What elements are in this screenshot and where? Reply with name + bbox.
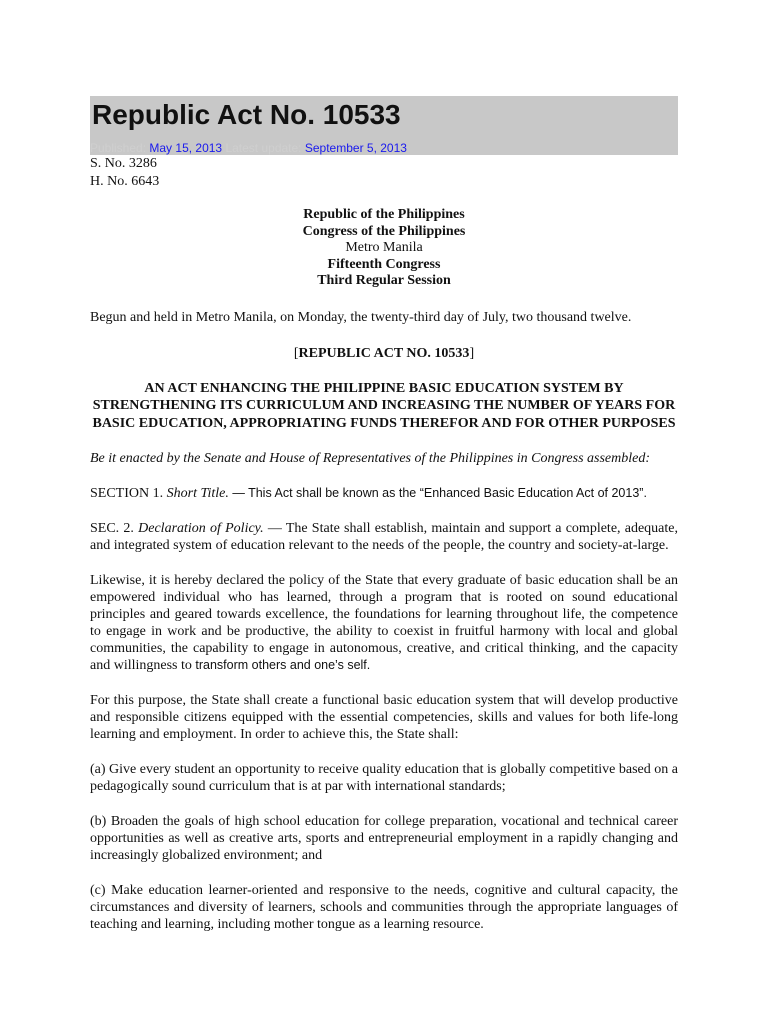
section-1-text: — This Act shall be known as the “Enhanced Basic Education Act of 2013”. — [228, 486, 647, 500]
section-1-heading: Short Title. — [166, 486, 229, 501]
act-bracket-close: ] — [469, 345, 475, 361]
header-line-republic: Republic of the Philippines — [303, 207, 465, 222]
document-page — [90, 96, 678, 933]
congress-header — [90, 207, 678, 290]
senate-bill-number: S. No. 3286 — [90, 156, 157, 171]
list-item-b: (b) Broaden the goals of high school education for college preparation, vocational and technical career opportunities as well as creative arts, sports and entrepreneurial employment in a rapidly changing and increasingly globalized environment; and — [90, 814, 678, 863]
published-date-link[interactable]: May 15, 2013 — [149, 141, 223, 155]
paragraph-likewise-main: Likewise, it is hereby declared the policy of the State that every graduate of basic education shall be an empowered individual who has learned, through a program that is rooted on sound educational principles and geared towards excellence, the foundations for learning throughout life, the competence to engage in work and be productive, the ability to coexist in fruitful harmony with local and global communities, the capability to engage in autonomous, creative, and critical thinking, and the capacity and willingness to — [90, 573, 678, 673]
header-line-location: Metro Manila — [345, 240, 423, 255]
act-number-line — [90, 345, 678, 362]
act-bracket-open: [ — [293, 345, 299, 361]
header-line-congress: Congress of the Philippines — [302, 223, 466, 239]
paragraph-likewise — [90, 572, 678, 674]
house-bill-number: H. No. 6643 — [90, 174, 160, 189]
enacting-clause: Be it enacted by the Senate and House of Representatives of the Philippines in Congress assembled: — [90, 451, 651, 466]
act-number: REPUBLIC ACT NO. 10533 — [298, 345, 470, 361]
section-2-heading: Declaration of Policy. — [138, 521, 264, 536]
page-title: Republic Act No. 10533 — [92, 99, 401, 130]
list-item-c: (c) Make education learner-oriented and responsive to the needs, cognitive and cultural capacity, the circumstances and diversity of learners, schools and communities through the appropriate languages of teaching and learning, including mother tongue as a learning resource. — [90, 883, 678, 932]
paragraph-purpose: For this purpose, the State shall create a functional basic education system that will develop productive and responsible citizens equipped with the essential competencies, skills and values for both life-long learning and employment. In order to achieve this, the State shall: — [90, 693, 678, 742]
paragraph-likewise-end: transform others and one’s self. — [195, 658, 371, 672]
section-2-label: SEC. 2. — [90, 521, 134, 536]
publication-meta — [90, 141, 407, 155]
header-line-congress-number: Fifteenth Congress — [327, 256, 441, 272]
section-1 — [90, 485, 678, 502]
section-2-text: — The State shall establish, maintain and support a complete, adequate, and integrated system of education relevant to the needs of the people, the country and society-at-large. — [90, 521, 678, 553]
section-1-label: SECTION 1. — [90, 486, 164, 501]
bill-numbers — [90, 155, 678, 191]
update-label: Latest update: — [225, 141, 302, 155]
begun-paragraph: Begun and held in Metro Manila, on Monday, the twenty-third day of July, two thousand twelve. — [90, 309, 632, 325]
title-banner — [90, 96, 678, 155]
update-date-link[interactable]: September 5, 2013 — [304, 141, 407, 155]
header-line-session: Third Regular Session — [317, 273, 451, 288]
list-item-a: (a) Give every student an opportunity to receive quality education that is globally competitive based on a pedagogically sound curriculum that is at par with international standards; — [90, 762, 678, 794]
section-2 — [90, 520, 678, 554]
published-label: Published: — [90, 141, 147, 155]
act-title: AN ACT ENHANCING THE PHILIPPINE BASIC EDUCATION SYSTEM BY STRENGTHENING ITS CURRICULUM AND INCREASING THE NUMBER OF YEARS FOR BASIC EDUCATION, APPROPRIATING FUNDS THEREFOR AND FOR OTHER PURPOSES — [92, 380, 676, 431]
